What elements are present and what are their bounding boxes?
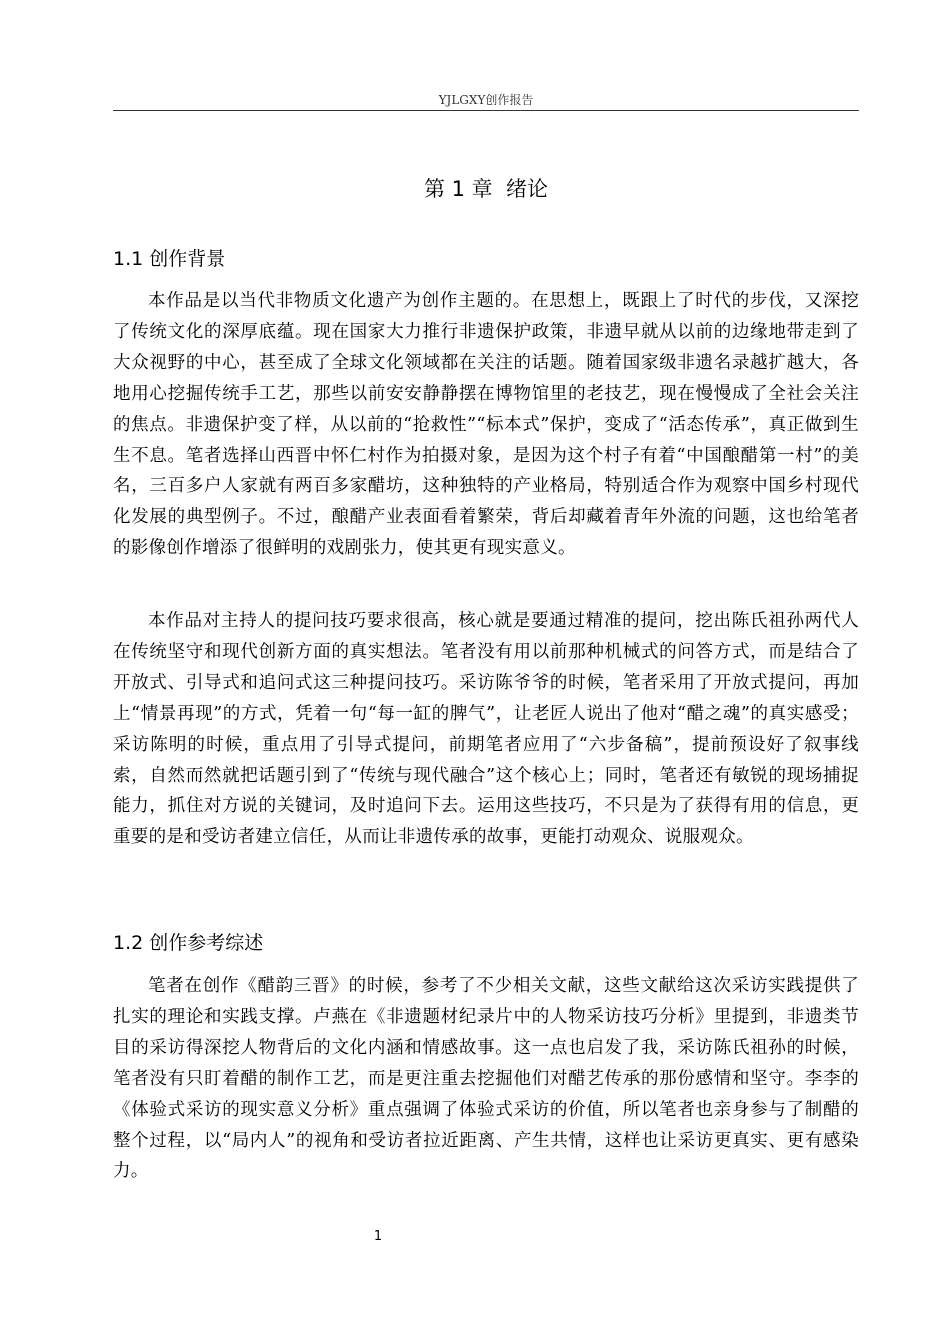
section-heading-1-2: 1.2 创作参考综述: [113, 932, 264, 954]
paragraph-reference-review: 笔者在创作《醋韵三晋》的时候，参考了不少相关文献，这些文献给这次采访实践提供了扎实的理论和实践支撑。卢燕在《非遗题材纪录片中的人物采访技巧分析》里提到，非遗类节目的采访得深挖人物背后的文化内涵和情感故事。这一点也启发了我，采访陈氏祖孙的时候，笔者没有只盯着醋的制作工艺，而是更注重去挖掘他们对醋艺传承的那份感情和坚守。李李的《体验式采访的现实意义分析》重点强调了体验式采访的价值，所以笔者也亲身参与了制醋的整个过程，以“局内人”的视角和受访者拉近距离、产生共情，这样也让采访更真实、更有感染力。: [113, 976, 859, 1182]
chapter-title: 第 1 章 绪论: [423, 177, 549, 201]
section-heading-1-1: 1.1 创作背景: [113, 248, 226, 270]
running-header: YJLGXY创作报告: [438, 93, 534, 107]
page-number: 1: [373, 1229, 383, 1244]
paragraph-background-1: 本作品是以当代非物质文化遗产为创作主题的。在思想上，既跟上了时代的步伐，又深挖了传统文化的深厚底蕴。现在国家大力推行非遗保护政策，非遗早就从以前的边缘地带走到了大众视野的中心，甚至成了全球文化领域都在关注的话题。随着国家级非遗名录越扩越大，各地用心挖掘传统手工艺，那些以前安安静静摆在博物馆里的老技艺，现在慢慢成了全社会关注的焦点。非遗保护变了样，从以前的“抢救性”“标本式”保护，变成了“活态传承”，真正做到生生不息。笔者选择山西晋中怀仁村作为拍摄对象，是因为这个村子有着“中国酿醋第一村”的美名，三百多户人家就有两百多家醋坊，这种独特的产业格局，特别适合作为观察中国乡村现代化发展的典型例子。不过，酿醋产业表面看着繁荣，背后却藏着青年外流的问题，这也给笔者的影像创作增添了很鲜明的戏剧张力，使其更有现实意义。: [113, 291, 859, 559]
header-divider: [113, 110, 859, 111]
paragraph-background-2: 本作品对主持人的提问技巧要求很高，核心就是要通过精准的提问，挖出陈氏祖孙两代人在传统坚守和现代创新方面的真实想法。笔者没有用以前那种机械式的问答方式，而是结合了开放式、引导式和追问式这三种提问技巧。采访陈爷爷的时候，笔者采用了开放式提问，再加上“情景再现”的方式，凭着一句“每一缸的脾气”，让老匠人说出了他对“醋之魂”的真实感受；采访陈明的时候，重点用了引导式提问，前期笔者应用了“六步备稿”，提前预设好了叙事线索，自然而然就把话题引到了“传统与现代融合”这个核心上；同时，笔者还有敏锐的现场捕捉能力，抓住对方说的关键词，及时追问下去。运用这些技巧，不只是为了获得有用的信息，更重要的是和受访者建立信任，从而让非遗传承的故事，更能打动观众、说服观众。: [113, 611, 859, 848]
